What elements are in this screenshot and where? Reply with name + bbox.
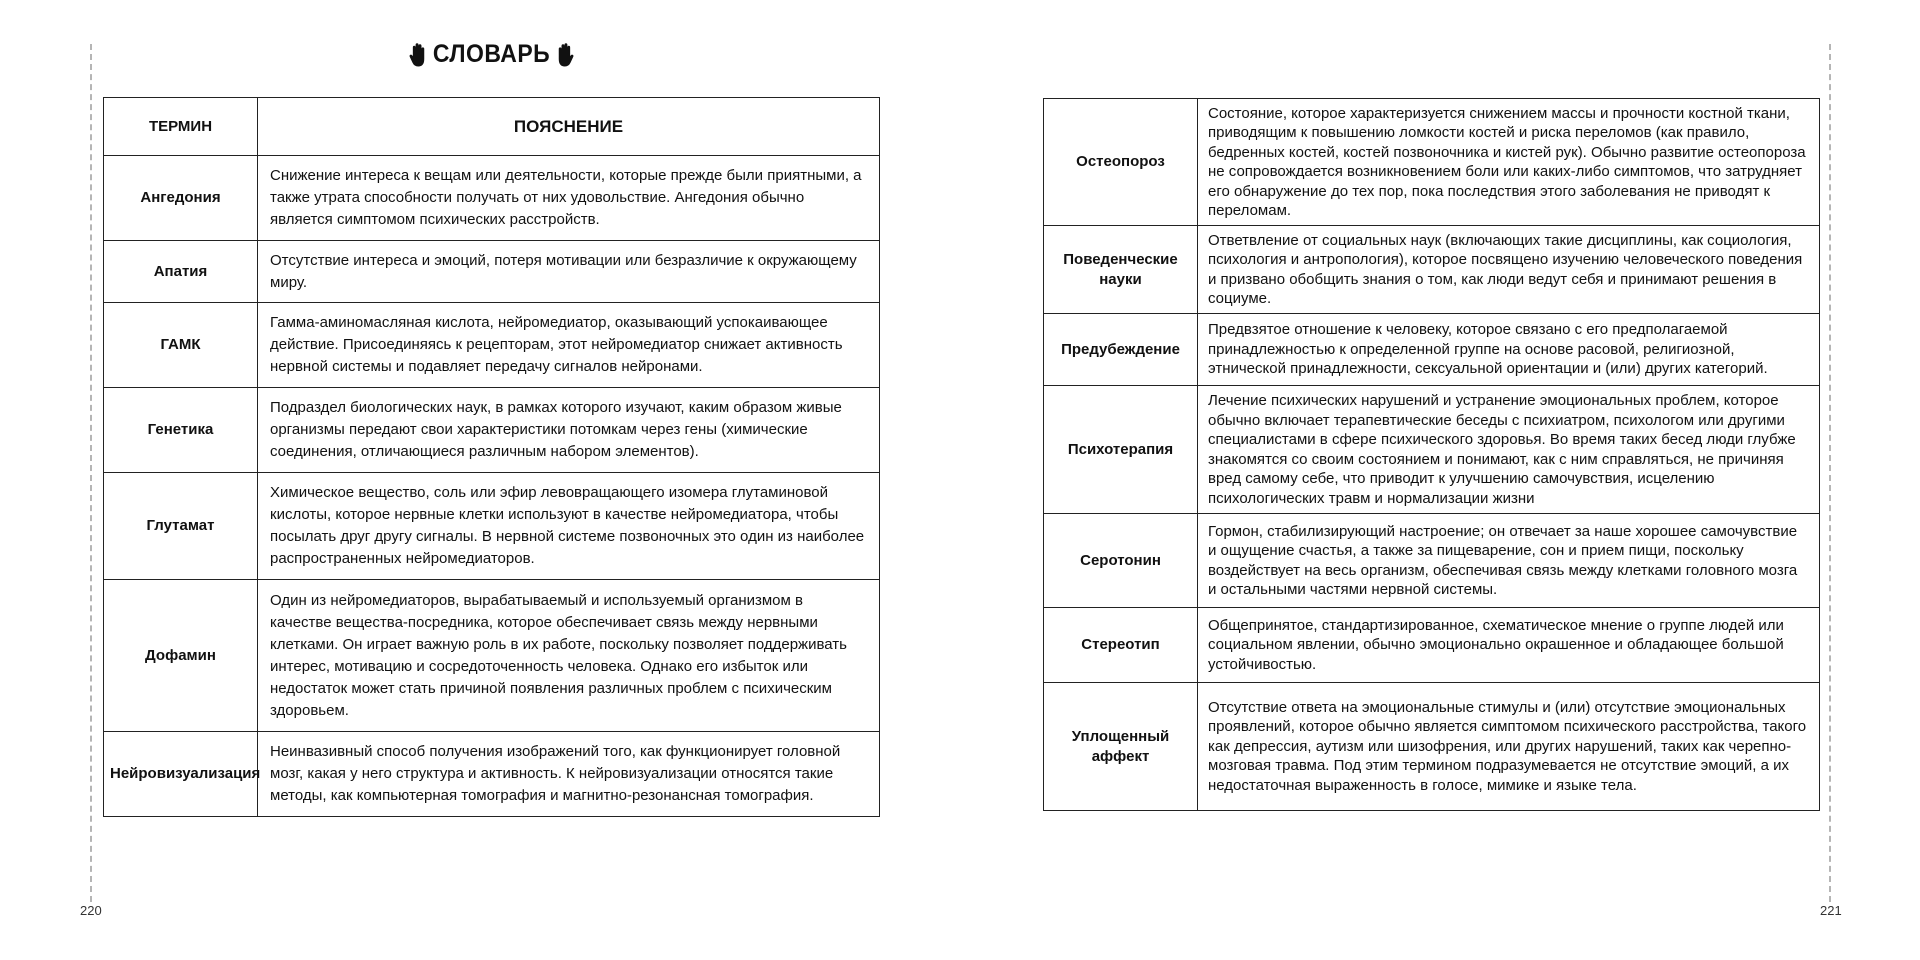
term-cell: Глутамат bbox=[104, 473, 258, 580]
description-cell: Ответвление от социальных наук (включающих такие дисциплины, как социология, психология и антропология), которое посвящено изучению человеческого поведения и призвано обобщить знания о том, как люди ведут себя и принимают решения в социуме. bbox=[1198, 226, 1820, 314]
term-cell: Ангедония bbox=[104, 156, 258, 241]
page-title bbox=[134, 40, 849, 75]
table-row bbox=[104, 732, 880, 817]
glossary-table-right bbox=[1043, 98, 1820, 811]
table-row bbox=[104, 473, 880, 580]
page-number-left: 220 bbox=[80, 903, 102, 918]
description-cell: Снижение интереса к вещам или деятельности, которые прежде были приятными, а также утрата способности получать от них удовольствие. Ангедония обычно является симптомом психических расстройств. bbox=[258, 156, 880, 241]
term-cell: Нейровизуализация bbox=[104, 732, 258, 817]
raised-hand-icon bbox=[408, 42, 428, 75]
description-cell: Отсутствие ответа на эмоциональные стимулы и (или) отсутствие эмоциональных проявлений, которое обычно является симптомом психического расстройства, такого как депрессия, аутизм или шизофрения, или других нарушений, таких как черепно-мозговая травма. Под этим термином подразумевается не отсутствие эмоций, а их недостаточная выраженность в голосе, мимике и языке тела. bbox=[1198, 683, 1820, 811]
term-cell: Апатия bbox=[104, 241, 258, 303]
table-row bbox=[104, 303, 880, 388]
page-number-right: 221 bbox=[1820, 903, 1842, 918]
column-header-description: ПОЯСНЕНИЕ bbox=[258, 98, 880, 156]
table-row bbox=[104, 580, 880, 732]
description-cell: Лечение психических нарушений и устранение эмоциональных проблем, которое обычно включает терапевтические беседы с психиатром, психологом или другими специалистами в сфере психического здоровья. Во время таких бесед люди глубже знакомятся со своим состоянием и понимают, как с ним справляться, не причиняя вред самому себе, что приводит к улучшению самочувствия, исцелению психологических травм и нормализации жизни bbox=[1198, 386, 1820, 514]
column-header-term: ТЕРМИН bbox=[104, 98, 258, 156]
table-header-row bbox=[104, 98, 880, 156]
description-cell: Предвзятое отношение к человеку, которое связано с его предполагаемой принадлежностью к определенной группе на основе расовой, религиозной, этнической принадлежности, сексуальной ориентации и (или) других категорий. bbox=[1198, 314, 1820, 386]
term-cell: ГАМК bbox=[104, 303, 258, 388]
term-cell: Уплощенный аффект bbox=[1044, 683, 1198, 811]
title-text: СЛОВАРЬ bbox=[432, 40, 551, 68]
table-row bbox=[1044, 514, 1820, 608]
table-row bbox=[1044, 608, 1820, 683]
table-row bbox=[104, 388, 880, 473]
raised-hand-icon bbox=[555, 42, 575, 75]
description-cell: Состояние, которое характеризуется снижением массы и прочности костной ткани, приводящим к повышению ломкости костей и риска переломов (как правило, бедренных костей, костей позвоночника и кистей рук). Обычно развитие остеопороза не сопровождается возникновением боли или каких-либо симптомов, что затрудняет его обнаружение до тех пор, пока последствия этого заболевания не приводят к переломам. bbox=[1198, 99, 1820, 226]
table-row bbox=[104, 156, 880, 241]
description-cell: Гамма-аминомасляная кислота, нейромедиатор, оказывающий успокаивающее действие. Присоединяясь к рецепторам, этот нейромедиатор снижает активность нервной системы и подавляет передачу сигналов нейронами. bbox=[258, 303, 880, 388]
left-margin-dashed-line bbox=[90, 44, 92, 902]
description-cell: Один из нейромедиаторов, вырабатываемый и используемый организмом в качестве вещества-посредника, которое обеспечивает связь между нервными клетками. Он играет важную роль в их работе, поскольку позволяет поддерживать интерес, мотивацию и сосредоточенность человека. Однако его избыток или недостаток может стать причиной появления различных проблем с психическим здоровьем. bbox=[258, 580, 880, 732]
description-cell: Гормон, стабилизирующий настроение; он отвечает за наше хорошее самочувствие и ощущение счастья, а также за пищеварение, сон и прием пищи, поскольку воздействует на весь организм, обеспечивая связь между клетками головного мозга и остальными частями нервной системы. bbox=[1198, 514, 1820, 608]
table-row bbox=[1044, 314, 1820, 386]
term-cell: Серотонин bbox=[1044, 514, 1198, 608]
glossary-table-left bbox=[103, 97, 880, 817]
table-row bbox=[1044, 683, 1820, 811]
table-row bbox=[1044, 226, 1820, 314]
term-cell: Поведенческие науки bbox=[1044, 226, 1198, 314]
term-cell: Дофамин bbox=[104, 580, 258, 732]
description-cell: Подраздел биологических наук, в рамках которого изучают, каким образом живые организмы передают свои характеристики потомкам через гены (химические соединения, отличающиеся различным набором элементов). bbox=[258, 388, 880, 473]
table-row bbox=[1044, 386, 1820, 514]
table-row bbox=[1044, 99, 1820, 226]
term-cell: Психотерапия bbox=[1044, 386, 1198, 514]
description-cell: Общепринятое, стандартизированное, схематическое мнение о группе людей или социальном явлении, обычно эмоционально окрашенное и обладающее большой устойчивостью. bbox=[1198, 608, 1820, 683]
table-row bbox=[104, 241, 880, 303]
description-cell: Отсутствие интереса и эмоций, потеря мотивации или безразличие к окружающему миру. bbox=[258, 241, 880, 303]
description-cell: Химическое вещество, соль или эфир левовращающего изомера глутаминовой кислоты, которое нервные клетки используют в качестве нейромедиатора, чтобы посылать друг другу сигналы. В нервной системе позвоночных это один из наиболее распространенных нейромедиаторов. bbox=[258, 473, 880, 580]
term-cell: Предубеждение bbox=[1044, 314, 1198, 386]
right-margin-dashed-line bbox=[1829, 44, 1831, 902]
description-cell: Неинвазивный способ получения изображений того, как функционирует головной мозг, какая у него структура и активность. К нейровизуализации относятся такие методы, как компьютерная томография и магнитно-резонансная томография. bbox=[258, 732, 880, 817]
term-cell: Остеопороз bbox=[1044, 99, 1198, 226]
term-cell: Генетика bbox=[104, 388, 258, 473]
term-cell: Стереотип bbox=[1044, 608, 1198, 683]
